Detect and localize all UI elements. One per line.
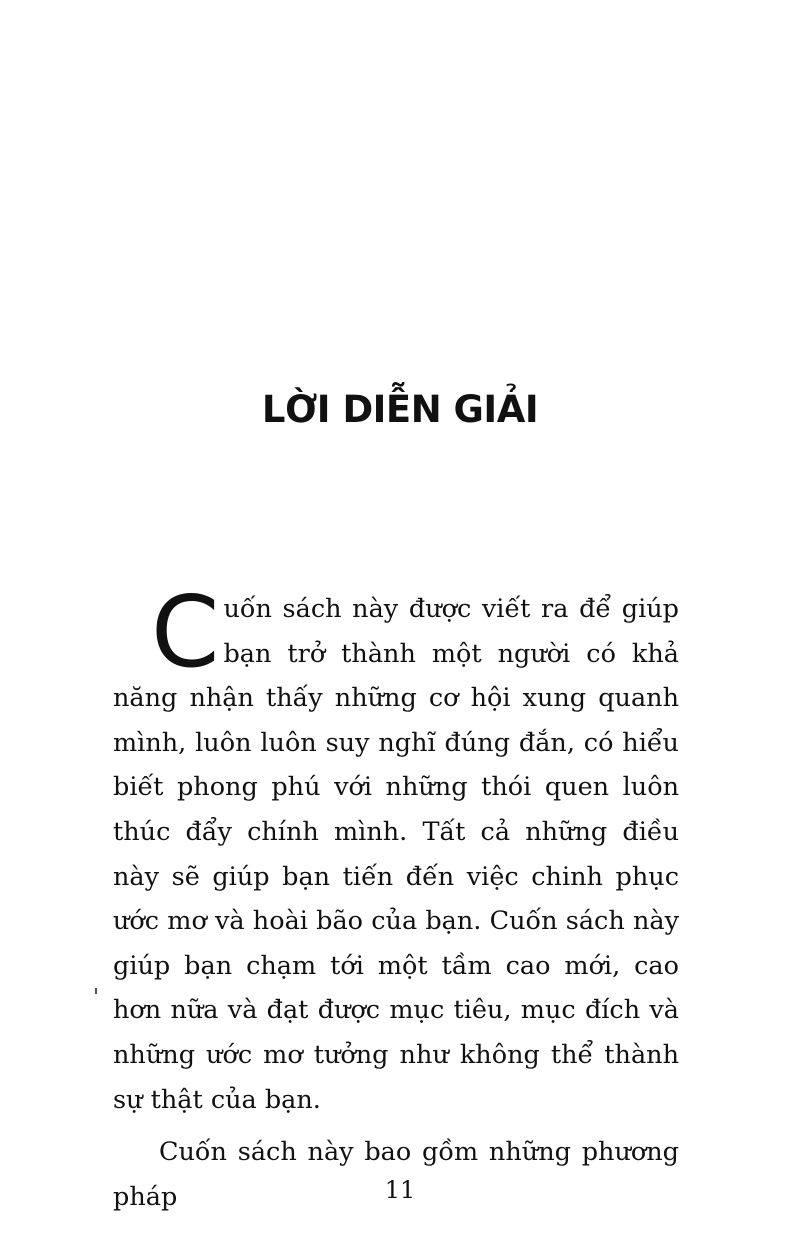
scan-speck [95, 988, 97, 994]
body-text [113, 576, 679, 1219]
paragraph-2: Cuốn sách này bao gồm những phương pháp [113, 1137, 679, 1212]
page-number: 11 [384, 1176, 416, 1204]
paragraph-1-text: uốn sách này được viết ra để giúp bạn trở thành một người có khả năng nhận thấy những cơ hội xung quanh mình, luôn luôn suy nghĩ đúng đắn, có hiểu biết phong phú với những thói quen luôn thúc đẩy chính mình. Tất cả những điều này sẽ giúp bạn tiến đến việc chinh phục ước mơ và hoài bão của bạn. Cuốn sách này giúp bạn chạm tới một tầm cao mới, cao hơn nữa và đạt được mục tiêu, mục đích và những ước mơ tưởng như không thể thành sự thật của bạn. [113, 594, 679, 1115]
drop-cap: C [151, 576, 220, 690]
chapter-title: LỜI DIỄN GIẢI [261, 388, 539, 431]
paragraph-1 [113, 576, 679, 1122]
